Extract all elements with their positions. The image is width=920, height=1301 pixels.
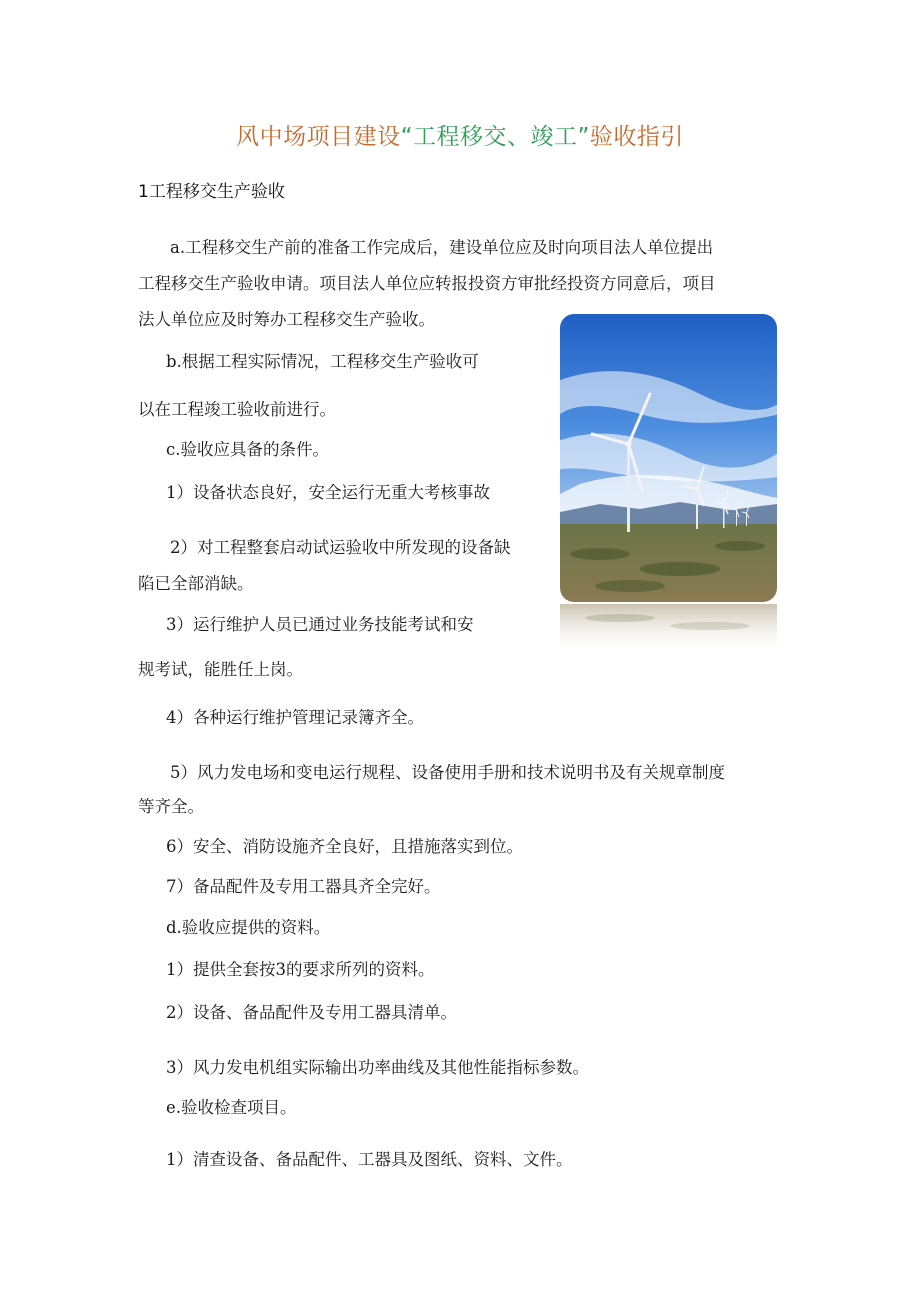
paragraph-c-item-3-line-1: 3）运行维护人员已通过业务技能考试和安 — [166, 615, 474, 634]
paragraph-c-item-2-line-1: 2）对工程整套启动试运验收中所发现的设备缺 — [170, 538, 511, 557]
paragraph-c-item-5-line-1: 5）风力发电场和变电运行规程、设备使用手册和技术说明书及有关规章制度 — [170, 763, 725, 782]
paragraph-c-title: c.验收应具备的条件。 — [166, 440, 329, 459]
title-part-2: “工程移交、竣工” — [400, 124, 590, 150]
paragraph-d-item-3: 3）风力发电机组实际输出功率曲线及其他性能指标参数。 — [166, 1058, 589, 1077]
wind-turbine-photo — [560, 314, 777, 602]
paragraph-d-item-1: 1）提供全套按3的要求所列的资料。 — [166, 960, 435, 979]
paragraph-c-item-6: 6）安全、消防设施齐全良好，且措施落实到位。 — [166, 837, 523, 856]
paragraph-a-line-2: 工程移交生产验收申请。项目法人单位应转报投资方审批经投资方同意后，项目 — [138, 274, 716, 293]
title-part-1: 风中场项目建设 — [236, 124, 401, 150]
page-title — [0, 118, 920, 151]
section-heading: 1工程移交生产验收 — [138, 182, 285, 202]
paragraph-c-item-3-line-2: 规考试，能胜任上岗。 — [138, 660, 303, 679]
paragraph-a-line-3: 法人单位应及时筹办工程移交生产验收。 — [138, 310, 435, 329]
paragraph-c-item-1: 1）设备状态良好，安全运行无重大考核事故 — [166, 483, 490, 502]
paragraph-b-line-2: 以在工程竣工验收前进行。 — [138, 400, 336, 419]
paragraph-c-item-4: 4）各种运行维护管理记录簿齐全。 — [166, 708, 424, 727]
paragraph-c-item-7: 7）备品配件及专用工器具齐全完好。 — [166, 877, 441, 896]
paragraph-c-item-5-line-2: 等齐全。 — [138, 797, 204, 816]
paragraph-b-line-1: b.根据工程实际情况，工程移交生产验收可 — [166, 352, 479, 371]
photo-reflection — [560, 604, 777, 656]
paragraph-e-title: e.验收检查项目。 — [166, 1098, 297, 1117]
paragraph-d-item-2: 2）设备、备品配件及专用工器具清单。 — [166, 1003, 457, 1022]
paragraph-a-line-1: a.工程移交生产前的准备工作完成后，建设单位应及时向项目法人单位提出 — [170, 238, 714, 257]
paragraph-c-item-2-line-2: 陷已全部消缺。 — [138, 574, 254, 593]
title-part-3: 验收指引 — [589, 124, 684, 150]
paragraph-d-title: d.验收应提供的资料。 — [166, 918, 331, 937]
paragraph-e-item-1: 1）清查设备、备品配件、工器具及图纸、资料、文件。 — [166, 1150, 573, 1169]
